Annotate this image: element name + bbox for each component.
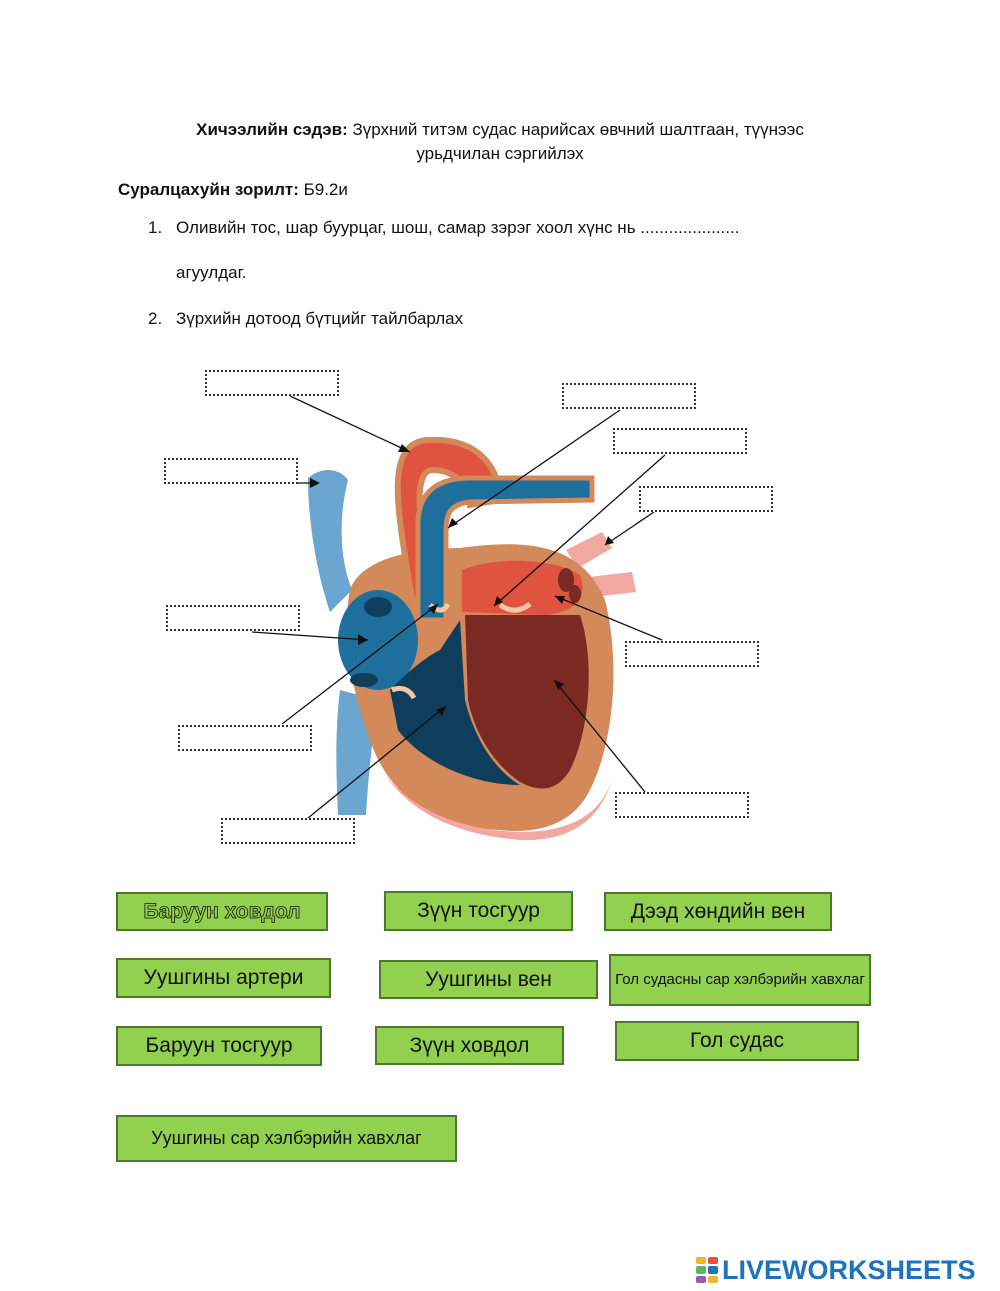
topic-label: Хичээлийн сэдэв: <box>196 120 348 139</box>
answer-tile-aorta[interactable]: Гол судас <box>615 1021 859 1061</box>
pulm-vein-opening-2 <box>569 585 581 603</box>
drop-box-2[interactable] <box>164 458 298 484</box>
answer-tile-left-ventricle[interactable]: Зүүн ховдол <box>375 1026 564 1065</box>
objective-label: Суралцахуйн зорилт: <box>118 180 299 199</box>
drop-box-6[interactable] <box>166 605 300 631</box>
liveworksheets-logo <box>696 1253 976 1287</box>
answer-tile-aortic-valve[interactable]: Гол судасны сар хэлбэрийн хавхлаг <box>609 954 871 1006</box>
drop-box-5[interactable] <box>639 486 773 512</box>
drop-box-9[interactable] <box>615 792 749 818</box>
objective-value: Б9.2и <box>303 180 348 199</box>
drop-box-8[interactable] <box>178 725 312 751</box>
question-text: Оливийн тос, шар буурцаг, шош, самар зэрэг хоол хүнс нь ..................... <box>176 218 740 237</box>
logo-text: LIVEWORKSHEETS <box>722 1254 976 1285</box>
answer-tile-superior-vena-cava[interactable]: Дээд хөндийн вен <box>604 892 832 931</box>
answer-tile-left-atrium[interactable]: Зүүн тосгуур <box>384 891 573 931</box>
question-1-continuation: агуулдаг. <box>176 263 247 282</box>
drop-box-1[interactable] <box>205 370 339 396</box>
topic-text-line2: урьдчилан сэргийлэх <box>416 144 584 163</box>
drop-box-4[interactable] <box>613 428 747 454</box>
answer-tile-pulmonary-artery[interactable]: Уушгины артери <box>116 958 331 998</box>
question-text: Зүрхийн дотоод бүтцийг тайлбарлах <box>176 309 464 328</box>
question-number: 2. <box>148 309 163 328</box>
vena-opening-top <box>364 597 392 617</box>
answer-tile-pulmonary-valve[interactable]: Уушгины сар хэлбэрийн хавхлаг <box>116 1115 457 1162</box>
vena-cava-shape <box>308 470 352 612</box>
topic-text: Зүрхний титэм судас нарийсах өвчний шалтгаан, түүнээс <box>352 120 804 139</box>
drop-box-7[interactable] <box>625 641 759 667</box>
drop-box-3[interactable] <box>562 383 696 409</box>
answer-tile-pulmonary-vein[interactable]: Уушгины вен <box>379 960 598 999</box>
answer-tile-right-ventricle[interactable]: Баруун ховдол <box>116 892 328 931</box>
question-number: 1. <box>148 218 163 237</box>
vena-opening-bottom <box>350 673 378 687</box>
drop-box-10[interactable] <box>221 818 355 844</box>
logo-mark-icon <box>696 1257 718 1283</box>
answer-tile-right-atrium[interactable]: Баруун тосгуур <box>116 1026 322 1066</box>
